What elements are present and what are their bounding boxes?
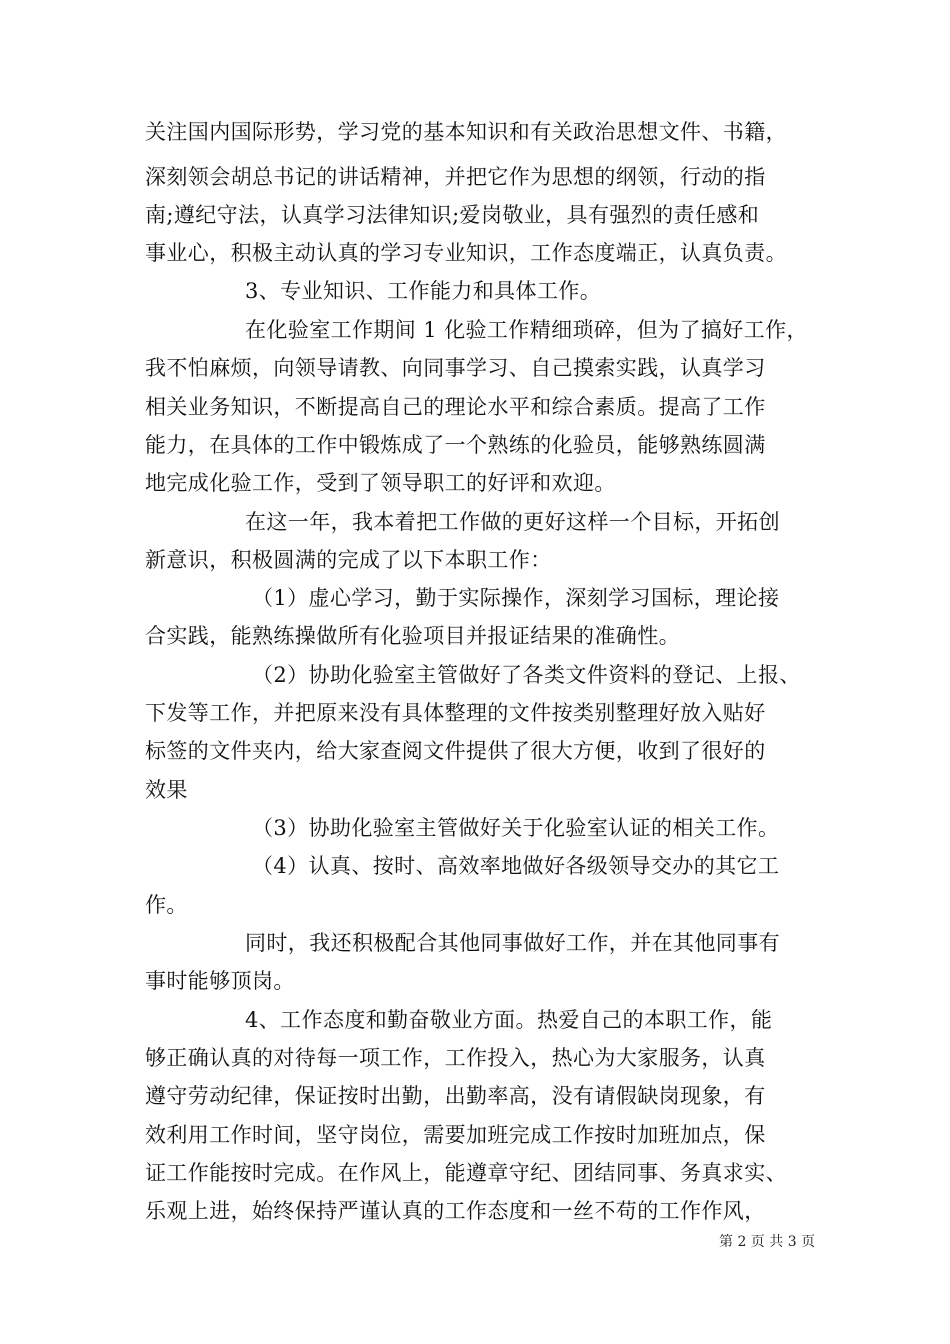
text-line: 够正确认真的对待每一项工作，工作投入，热心为大家服务，认真 [145, 1046, 766, 1070]
text-line: 效果 [145, 778, 188, 802]
text-line: 事业心，积极主动认真的学习专业知识，工作态度端正，认真负责。 [145, 241, 787, 265]
text-line: 下发等工作，并把原来没有具体整理的文件按类别整理好放入贴好 [145, 701, 766, 725]
text-line: 深刻领会胡总书记的讲话精神，并把它作为思想的纲领，行动的指 [145, 165, 766, 189]
text-line: 证工作能按时完成。在作风上，能遵章守纪、团结同事、务真求实、 [145, 1161, 787, 1185]
text-line: （2）协助化验室主管做好了各类文件资料的登记、上报、 [252, 663, 801, 687]
text-line: 效利用工作时间，坚守岗位，需要加班完成工作按时加班加点，保 [145, 1123, 766, 1147]
text-line: 在化验室工作期间 1 化验工作精细琐碎，但为了搞好工作， [245, 318, 808, 342]
text-line: 相关业务知识，不断提高自己的理论水平和综合素质。提高了工作 [145, 395, 766, 419]
text-line: 标签的文件夹内，给大家查阅文件提供了很大方便，收到了很好的 [145, 739, 766, 763]
text-line: 南;遵纪守法，认真学习法律知识;爱岗敬业，具有强烈的责任感和 [145, 203, 760, 227]
text-line: 新意识，积极圆满的完成了以下本职工作： [145, 548, 552, 572]
text-line: 事时能够顶岗。 [145, 969, 295, 993]
text-line: 我不怕麻烦，向领导请教、向同事学习、自己摸索实践，认真学习 [145, 356, 766, 380]
text-line: 3、专业知识、工作能力和具体工作。 [245, 279, 602, 303]
text-line: 关注国内国际形势，学习党的基本知识和有关政治思想文件、书籍， [145, 120, 787, 144]
text-line: 乐观上进，始终保持严谨认真的工作态度和一丝不苟的工作作风， [145, 1199, 766, 1223]
text-line: 作。 [145, 893, 188, 917]
page-footer: 第 2 页 共 3 页 [719, 1234, 816, 1250]
text-line: 4、工作态度和勤奋敬业方面。热爱自己的本职工作，能 [245, 1008, 773, 1032]
text-line: 地完成化验工作，受到了领导职工的好评和欢迎。 [145, 471, 616, 495]
text-line: 合实践，能熟练操做所有化验项目并报证结果的准确性。 [145, 624, 680, 648]
text-line: 遵守劳动纪律，保证按时出勤，出勤率高，没有请假缺岗现象，有 [145, 1084, 766, 1108]
text-line: 在这一年，我本着把工作做的更好这样一个目标，开拓创 [245, 510, 780, 534]
text-line: 同时，我还积极配合其他同事做好工作，并在其他同事有 [245, 931, 780, 955]
text-line: （1）虚心学习，勤于实际操作，深刻学习国标，理论接 [252, 586, 780, 610]
text-line: （3）协助化验室主管做好关于化验室认证的相关工作。 [252, 816, 780, 840]
text-line: 能力，在具体的工作中锻炼成了一个熟练的化验员，能够熟练圆满 [145, 433, 766, 457]
text-line: （4）认真、按时、高效率地做好各级领导交办的其它工 [252, 854, 780, 878]
